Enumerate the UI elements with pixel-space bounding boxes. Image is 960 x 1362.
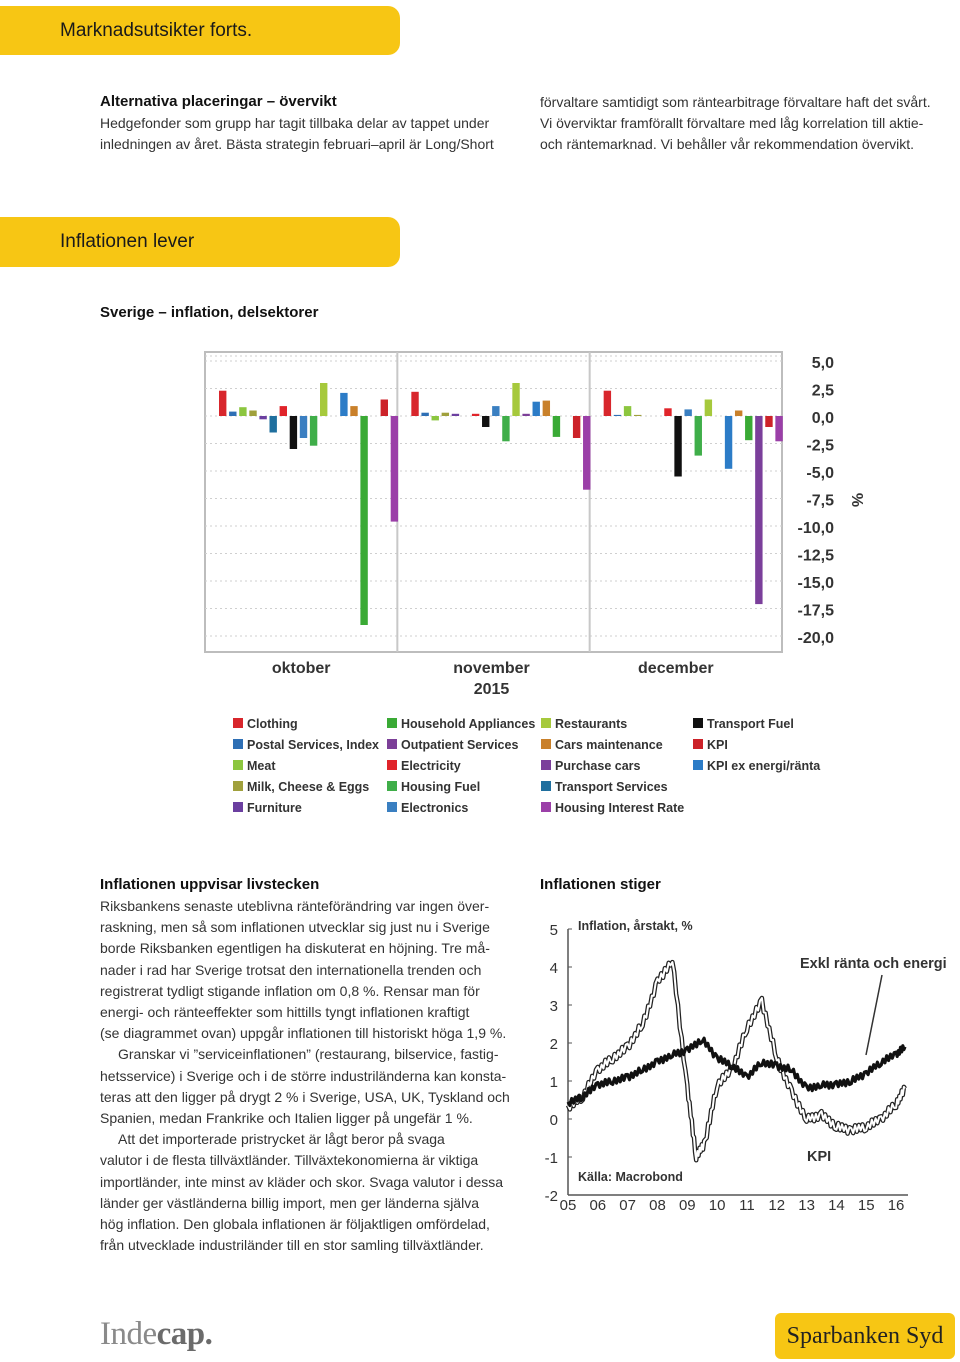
- bar: [735, 411, 742, 417]
- text-line: inledningen av året. Bästa strategin februari–april är Long/Short: [100, 136, 494, 153]
- category-label: december: [638, 660, 714, 677]
- bar: [755, 416, 762, 604]
- alternativa-heading: Alternativa placeringar – övervikt: [100, 93, 337, 110]
- alternativa-left-text: [100, 113, 520, 155]
- legend-swatch: [387, 760, 397, 770]
- y-tick-label: -12,5: [797, 547, 834, 565]
- bar: [775, 416, 782, 441]
- x-tick-label: 09: [678, 1197, 696, 1214]
- legend-label: Postal Services, Index: [247, 738, 380, 752]
- text-line: energi- och ränteeffekter som hittills tyngt inflationen kraftigt: [100, 1004, 470, 1021]
- bar: [745, 416, 752, 440]
- text-line: nader i rad har Sverige trotsat den internationella trenden och: [100, 961, 482, 978]
- legend-swatch: [233, 802, 243, 812]
- x-tick-label: 13: [798, 1197, 815, 1214]
- bar: [725, 416, 732, 469]
- bar: [340, 393, 347, 416]
- y-tick-label: 1: [549, 1074, 558, 1091]
- legend-label: Electronics: [401, 801, 469, 815]
- text-line: från utvecklade industriländer till en stor samling tillväxtländer.: [100, 1237, 484, 1254]
- legend-swatch: [233, 781, 243, 791]
- legend-label: Furniture: [247, 801, 302, 815]
- text-line: Riksbankens senaste uteblivna ränteförändring var ingen över-: [100, 898, 490, 914]
- bar: [391, 416, 398, 522]
- x-tick-label: 12: [768, 1197, 786, 1214]
- text-line: förvaltare samtidigt som räntearbitrage förvaltare haft det svårt.: [540, 94, 931, 110]
- section-title: Inflationen lever: [60, 231, 195, 252]
- inflation-text-heading: Inflationen uppvisar livstecken: [100, 876, 320, 893]
- text-line: länder ger västländerna billig import, men ger länderna själva: [100, 1194, 479, 1211]
- bar: [259, 416, 266, 419]
- y-tick-label: -10,0: [797, 520, 834, 537]
- bar: [421, 413, 428, 416]
- bar: [705, 400, 712, 417]
- bar: [320, 383, 327, 416]
- bar: [239, 407, 246, 416]
- chart-title: Inflation, årstakt, %: [578, 919, 693, 933]
- text-line: Vi överviktar framförallt förvaltare med låg korrelation till aktie-: [540, 115, 924, 132]
- bar: [310, 416, 317, 446]
- text-line: och räntemarknad. Vi behåller vår rekommendation övervikt.: [540, 136, 915, 153]
- y-tick-label: 3: [549, 998, 558, 1015]
- bar: [219, 391, 226, 416]
- bar: [411, 392, 418, 416]
- y-axis-label: %: [848, 492, 865, 508]
- legend-swatch: [693, 760, 703, 770]
- bar: [543, 401, 550, 416]
- bar: [695, 416, 702, 456]
- legend-label: Outpatient Services: [401, 738, 519, 752]
- y-tick-label: -2,5: [806, 437, 834, 455]
- legend-swatch: [693, 718, 703, 728]
- header-tab: [0, 6, 400, 55]
- alternativa-right-text: [540, 92, 960, 156]
- y-tick-label: 2: [549, 1036, 558, 1053]
- bar: [553, 416, 560, 437]
- legend-swatch: [233, 739, 243, 749]
- category-label: november: [453, 660, 530, 677]
- text-line: valutor i de flesta tillväxtländer. Tillväxtekonomierna är viktiga: [100, 1152, 479, 1169]
- bar: [432, 416, 439, 420]
- sparbanken-logo: Sparbanken Syd: [775, 1313, 955, 1359]
- x-tick-label: 11: [739, 1197, 755, 1214]
- bar: [674, 416, 681, 477]
- legend-label: KPI: [707, 738, 728, 752]
- y-tick-label: -17,5: [797, 602, 834, 620]
- x-tick-label: 07: [619, 1197, 636, 1214]
- bar: [614, 415, 621, 416]
- legend-label: Cars maintenance: [555, 738, 663, 752]
- right-chart-heading: Inflationen stiger: [540, 876, 661, 893]
- text-line: Spanien, medan Frankrike och Italien ligger på ungefär 1 %.: [100, 1110, 473, 1127]
- bar: [573, 416, 580, 438]
- text-line: (se diagrammet ovan) uppgår inflationen till historiskt höga 1,9 %.: [100, 1025, 507, 1042]
- logo-part-b: cap.: [156, 1316, 213, 1352]
- bar: [270, 416, 277, 433]
- text-line: hög inflation. Den globala inflationen är följaktligen omfördelad,: [100, 1216, 490, 1233]
- bar: [765, 416, 772, 427]
- legend-label: Restaurants: [555, 717, 628, 731]
- bar: [512, 383, 519, 416]
- text-line: Att det importerade pristrycket är lågt beror på svaga: [118, 1131, 445, 1148]
- section-tab: [0, 217, 400, 267]
- bar: [452, 414, 459, 416]
- y-tick-label: -20,0: [797, 630, 834, 647]
- text-line: Hedgefonder som grupp har tagit tillbaka delar av tappet under: [100, 115, 490, 131]
- bar-chart: [0, 340, 960, 830]
- legend-swatch: [233, 718, 243, 728]
- indecap-logo: [100, 1316, 212, 1353]
- bar: [381, 400, 388, 417]
- bar: [664, 408, 671, 416]
- y-tick-label: 5: [549, 922, 558, 939]
- legend-swatch: [541, 802, 551, 812]
- legend-label: KPI ex energi/ränta: [707, 759, 821, 773]
- x-tick-label: 10: [708, 1197, 726, 1214]
- bar: [300, 416, 307, 438]
- y-tick-label: 2,5: [811, 382, 834, 400]
- legend-swatch: [387, 718, 397, 728]
- bar: [492, 406, 499, 416]
- line-chart: [540, 905, 947, 1220]
- legend-label: Housing Interest Rate: [555, 801, 685, 815]
- bar: [290, 416, 297, 449]
- y-tick-label: 0: [549, 1112, 558, 1129]
- series-line-exkl: [568, 1038, 905, 1105]
- x-tick-label: 14: [828, 1197, 845, 1214]
- legend-label: Transport Services: [555, 780, 668, 794]
- bar: [583, 416, 590, 490]
- bar: [229, 412, 236, 416]
- text-line: importländer, inte minst av kläder och skor. Svaga valutor i dessa: [100, 1173, 504, 1190]
- bar: [472, 414, 479, 416]
- bar: [360, 416, 367, 625]
- legend-label: Milk, Cheese & Eggs: [247, 780, 370, 794]
- legend-swatch: [693, 739, 703, 749]
- bar: [624, 406, 631, 416]
- category-sublabel: 2015: [473, 681, 510, 698]
- logo-part-a: Inde: [100, 1316, 157, 1352]
- x-tick-label: 08: [649, 1197, 666, 1214]
- text-line: teras att den ligger på drygt 2 % i Sverige, USA, UK, Tyskland och: [100, 1088, 510, 1105]
- legend-swatch: [541, 718, 551, 728]
- source-label: Källa: Macrobond: [578, 1170, 683, 1184]
- page-title: Marknadsutsikter forts.: [60, 19, 253, 41]
- bar: [684, 409, 691, 416]
- bar: [533, 402, 540, 416]
- text-line: registrerat tydligt stigande inflation om 0,8 %. Rensar man för: [100, 982, 480, 999]
- legend-swatch: [233, 760, 243, 770]
- legend-label: Housing Fuel: [401, 780, 481, 794]
- y-tick-label: -1: [544, 1150, 558, 1167]
- bar: [604, 391, 611, 416]
- plot-area: [205, 352, 782, 652]
- bar: [502, 416, 509, 441]
- x-tick-label: 16: [887, 1197, 905, 1214]
- bar: [350, 406, 357, 416]
- bar: [249, 411, 256, 417]
- legend-swatch: [541, 781, 551, 791]
- legend-label: Household Appliances: [401, 717, 536, 731]
- legend-label: Purchase cars: [555, 759, 641, 773]
- text-line: raskning, men så som inflationen utvecklar sig just nu i Sverige: [100, 919, 490, 936]
- legend-swatch: [387, 739, 397, 749]
- bar: [482, 416, 489, 427]
- text-line: borde Riksbanken egentligen ha diskuterat en höjning. Tre må-: [100, 940, 490, 957]
- text-line: Granskar vi ”serviceinflationen” (restaurang, bilservice, fastig-: [118, 1046, 499, 1063]
- bar: [634, 415, 641, 416]
- y-tick-label: 0,0: [811, 410, 834, 427]
- series-label-lower: KPI: [807, 1149, 832, 1165]
- x-tick-label: 15: [857, 1197, 875, 1214]
- y-tick-label: -2: [544, 1188, 558, 1205]
- bar-chart-title: Sverige – inflation, delsektorer: [100, 304, 319, 321]
- y-tick-label: 5,0: [811, 355, 834, 372]
- x-tick-label: 05: [559, 1197, 577, 1214]
- y-tick-label: -15,0: [797, 575, 834, 592]
- bar: [280, 406, 287, 416]
- text-line: hetsservice) i Sverige och i de större industriländerna kan konsta-: [100, 1067, 507, 1084]
- y-tick-label: -7,5: [806, 492, 834, 510]
- label-pointer: [866, 975, 882, 1055]
- bar: [522, 414, 529, 416]
- inflation-text-body: [100, 896, 530, 1256]
- series-label-upper: Exkl ränta och energi: [800, 956, 947, 972]
- y-tick-label: -5,0: [806, 465, 834, 482]
- y-tick-label: 4: [549, 960, 558, 977]
- x-tick-label: 06: [589, 1197, 607, 1214]
- legend-label: Clothing: [247, 717, 298, 731]
- legend-label: Meat: [247, 759, 276, 773]
- bar: [442, 413, 449, 416]
- category-label: oktober: [271, 660, 331, 677]
- legend-label: Transport Fuel: [707, 717, 794, 731]
- legend-label: Electricity: [401, 759, 461, 773]
- legend-swatch: [541, 760, 551, 770]
- legend-swatch: [387, 802, 397, 812]
- legend-swatch: [541, 739, 551, 749]
- legend-swatch: [387, 781, 397, 791]
